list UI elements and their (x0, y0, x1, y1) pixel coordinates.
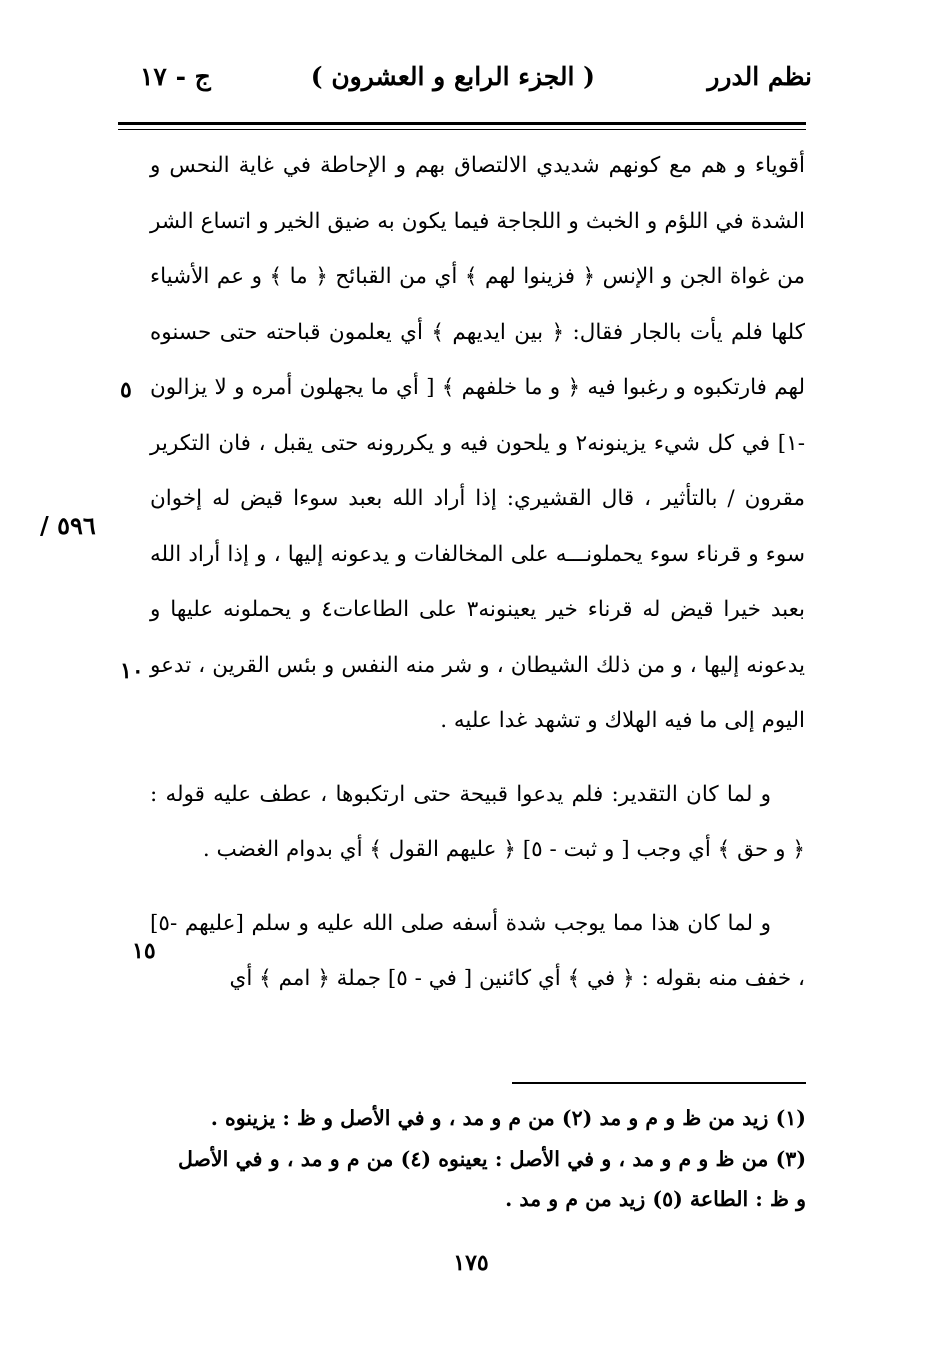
line-number-15: ١٥ (132, 938, 156, 964)
volume-label: ج - ١٧ (140, 62, 211, 91)
footnote-separator (512, 1082, 806, 1084)
paragraph-1: أقوياء و هم مع كونهم شديدي الالتصاق بهم و الإحاطة في غاية النحس و الشدة في اللؤم و الخبث و اللجاجة فيما يكون به ضيق الخير و اتساع الشر من غواة الجن و الإنس ﴿ فزينوا لهم ﴾ أي من القبائح ﴿ ما ﴾ و عم الأشياء كلها فلم يأت بالجار فقال: ﴿ بين ايديهم ﴾ أي يعلمون قباحته حتى حسنوه لهم فارتكبوه و رغبوا فيه ﴿ و ما خلفهم ﴾ [ أي ما يجهلون أمره و لا يزالون -١] في كل شيء يزينونه٢ و يلحون فيه و يكررونه حتى يقبل ، فان التكرير مقرون / بالتأثير ، قال القشيري: إذا أراد الله بعبد سوءا قيض له إخوان سوء و قرناء سوء يحملونـــه على المخالفات و يدعونه إليها ، و إذا أراد الله بعبد خيرا قيض له قرناء خير يعينونه٣ على الطاعات٤ و يحملونه عليها و يدعونه إليها ، و من ذلك الشيطان ، و شر منه النفس و بئس القرين ، تدعو اليوم إلى ما فيه الهلاك و تشهد غدا عليه . (150, 153, 805, 733)
line-number-5: ٥ (120, 377, 132, 403)
section-title: ( الجزء الرابع و العشرون ) (310, 62, 595, 91)
paragraph-2: و لما كان التقدير: فلم يدعوا قبيحة حتى ارتكبوها ، عطف عليه قوله : ﴿ و حق ﴾ أي وجب [ و ثبت - ٥] ﴿ عليهم القول ﴾ أي بدوام الغضب . (150, 781, 805, 862)
line-number-10: ١٠ (120, 658, 144, 684)
footnote-2: (٣) من ظ و م و مد ، و في الأصل : يعينوه (٤) من م و مد ، و في الأصل و ظ : الطاعة (٥) زيد من م و مد . (178, 1146, 807, 1211)
main-text (150, 138, 805, 1007)
running-title: نظم الدرر (707, 62, 812, 91)
header-rule-thick (118, 122, 806, 125)
page-number: ١٧٥ (453, 1250, 489, 1276)
header-rule-thin (118, 129, 806, 130)
paragraph-3: و لما كان هذا مما يوجب شدة أسفه صلى الله عليه و سلم [عليهم -٥] ، خفف منه بقوله : ﴿ في ﴾ أي كائنين [ في - ٥] جملة ﴿ امم ﴾ أي (150, 910, 805, 991)
footnotes (178, 1098, 806, 1220)
manuscript-page-marker: ٥٩٦ / (40, 511, 96, 540)
footnote-1: (١) زيد من ظ و م و مد (٢) من م و مد ، و في الأصل و ظ : يزينوه . (210, 1106, 806, 1130)
